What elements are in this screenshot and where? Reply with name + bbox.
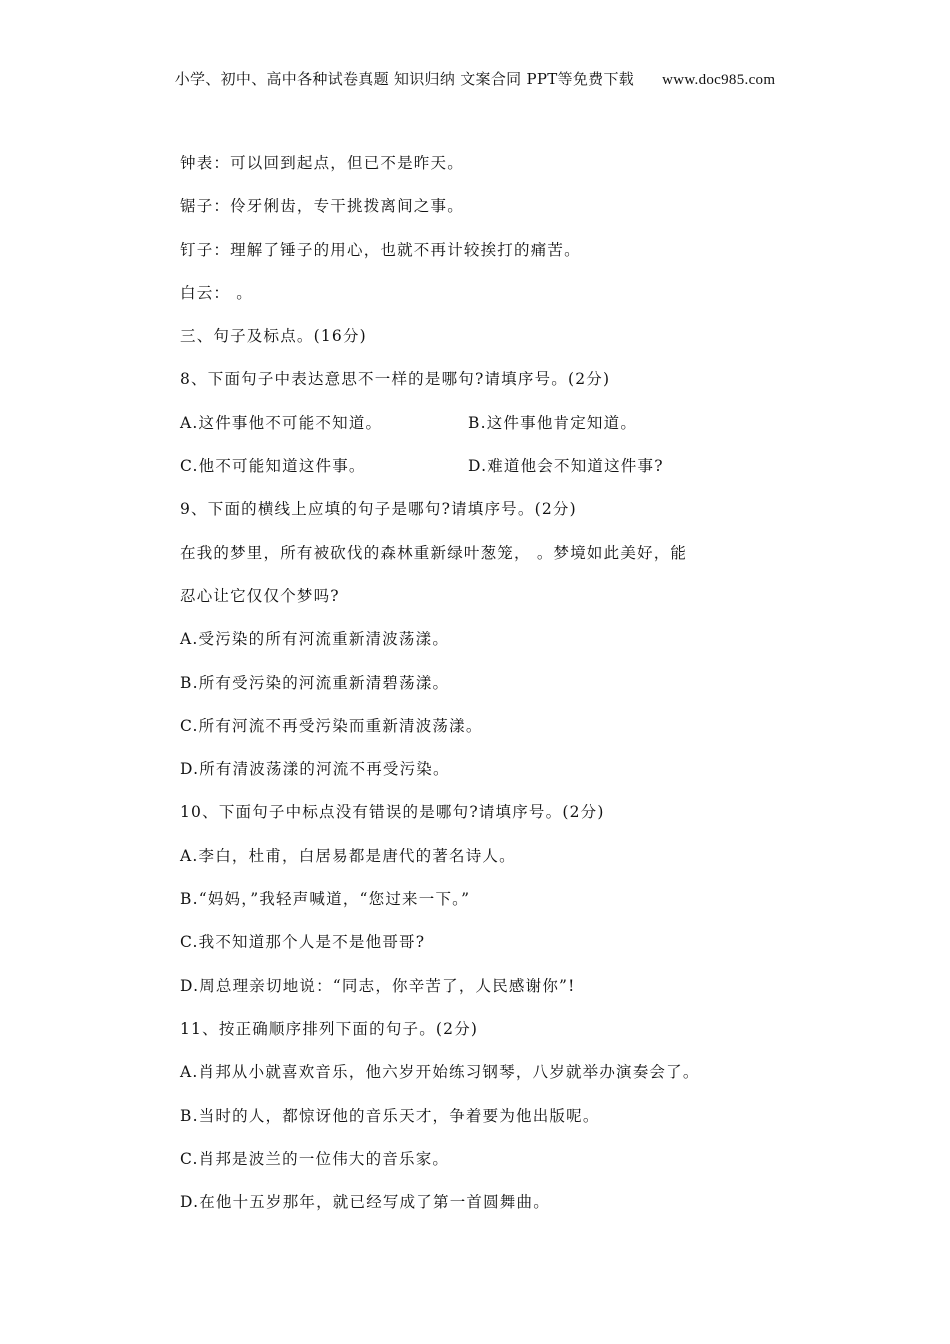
q9-passage-line-2: 忍心让它仅仅个梦吗? — [180, 586, 340, 605]
text-line: 白云： 。 — [180, 283, 253, 302]
header-text: 小学、初中、高中各种试卷真题 知识归纳 文案合同 PPT等免费下载 — [174, 70, 635, 88]
question-11: 11、按正确顺序排列下面的句子。(2分) — [180, 1019, 479, 1038]
q10-option-a: A.李白，杜甫，白居易都是唐代的著名诗人。 — [180, 846, 516, 865]
q8-option-a: A.这件事他不可能不知道。 — [180, 413, 383, 432]
q10-option-c: C.我不知道那个人是不是他哥哥? — [180, 933, 426, 952]
q11-sentence-a: A.肖邦从小就喜欢音乐，他六岁开始练习钢琴，八岁就举办演奏会了。 — [180, 1063, 700, 1082]
text-line: 锯子：伶牙俐齿，专干挑拨离间之事。 — [180, 197, 464, 216]
q9-passage-line-1: 在我的梦里，所有被砍伐的森林重新绿叶葱笼， 。梦境如此美好，能 — [180, 543, 688, 562]
q11-sentence-d: D.在他十五岁那年，就已经写成了第一首圆舞曲。 — [180, 1193, 550, 1212]
q9-option-c: C.所有河流不再受污染而重新清波荡漾。 — [180, 716, 483, 735]
header-site: www.doc985.com — [662, 72, 776, 88]
section-heading: 三、句子及标点。(16分) — [180, 327, 367, 346]
q8-options-row-2 — [180, 454, 780, 497]
page-header — [0, 68, 950, 89]
q11-sentence-b: B.当时的人，都惊讶他的音乐天才，争着要为他出版呢。 — [180, 1106, 600, 1125]
q9-option-a: A.受污染的所有河流重新清波荡漾。 — [180, 630, 450, 649]
question-8: 8、下面句子中表达意思不一样的是哪句?请填序号。(2分) — [180, 370, 611, 389]
question-10: 10、下面句子中标点没有错误的是哪句?请填序号。(2分) — [180, 803, 605, 822]
q9-option-d: D.所有清波荡漾的河流不再受污染。 — [180, 760, 450, 779]
q8-options-row-1 — [180, 411, 780, 454]
question-9: 9、下面的横线上应填的句子是哪句?请填序号。(2分) — [180, 500, 577, 519]
q8-option-b: B.这件事他肯定知道。 — [468, 413, 638, 432]
document-body — [180, 151, 780, 1233]
q11-sentence-c: C.肖邦是波兰的一位伟大的音乐家。 — [180, 1149, 450, 1168]
q8-option-d: D.难道他会不知道这件事? — [468, 457, 664, 476]
text-line: 钉子：理解了锤子的用心，也就不再计较挨打的痛苦。 — [180, 240, 581, 259]
q9-option-b: B.所有受污染的河流重新清碧荡漾。 — [180, 673, 450, 692]
q10-option-b: B.“妈妈，”我轻声喊道，“您过来一下。” — [180, 890, 471, 909]
q10-option-d: D.周总理亲切地说：“同志，你辛苦了，人民感谢你”! — [180, 976, 576, 995]
q8-option-c: C.他不可能知道这件事。 — [180, 457, 366, 476]
text-line: 钟表：可以回到起点，但已不是昨天。 — [180, 154, 464, 172]
